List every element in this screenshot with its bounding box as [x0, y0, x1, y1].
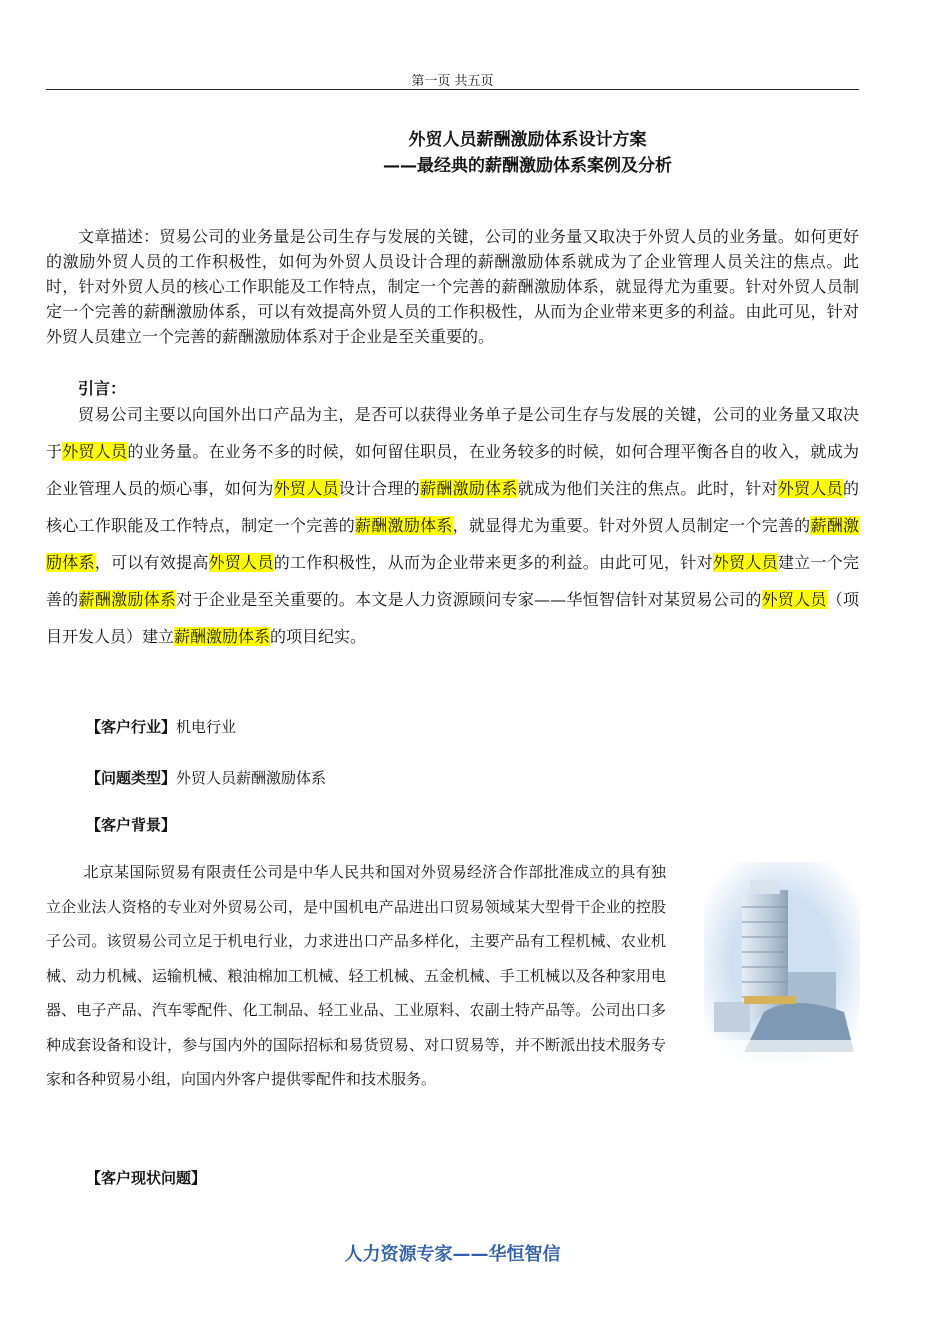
intro-text: 建立一个完善的 — [46, 553, 859, 609]
page-header: 第一页 共五页 — [411, 74, 494, 89]
industry-label: 【客户行业】 — [86, 718, 177, 736]
problem-type-label: 【问题类型】 — [86, 769, 177, 787]
intro-text: 对于企业是至关重要的。本文是人力资源顾问专家——华恒智信针对某贸易公司的 — [176, 590, 762, 609]
background-section — [86, 814, 176, 835]
intro-text: ，可以有效提高 — [94, 553, 209, 572]
highlight-term: 外贸人员 — [273, 479, 339, 498]
abstract-paragraph: 文章描述：贸易公司的业务量是公司生存与发展的关键，公司的业务量又取决于外贸人员的业务量。如何更好的激励外贸人员的工作积极性，如何为外贸人员设计合理的薪酬激励体系就成为了企业管理人员关注的焦点。此时，针对外贸人员的核心工作职能及工作特点，制定一个完善的薪酬激励体系，就显得尤为重要。针对外贸人员制定一个完善的薪酬激励体系，可以有效提高外贸人员的工作积极性，从而为企业带来更多的利益。由此可见，针对外贸人员建立一个完善的薪酬激励体系对于企业是至关重要的。 — [46, 227, 859, 346]
intro-text: 的项目纪实。 — [270, 627, 367, 646]
current-issues-label: 【客户现状问题】 — [86, 1169, 207, 1187]
highlight-term: 外贸人员 — [208, 553, 274, 572]
highlight-term: 外贸人员 — [761, 590, 827, 609]
highlight-term: 外贸人员 — [62, 442, 128, 461]
highlight-term: 外贸人员 — [712, 553, 778, 572]
highlight-term: 薪酬激励体系 — [78, 590, 177, 609]
background-label: 【客户背景】 — [86, 816, 177, 834]
highlight-term: 薪酬激励体系 — [174, 627, 271, 646]
background-paragraph: 北京某国际贸易有限责任公司是中华人民共和国对外贸易经济合作部批准成立的具有独立企业法人资格的专业对外贸易公司，是中国机电产品进出口贸易领域某大型骨干企业的控股子公司。该贸易公司立足于机电行业，力求进出口产品多样化，主要产品有工程机械、农业机械、动力机械、运输机械、粮油棉加工机械、轻工机械、五金机械、手工机械以及各种家用电器、电子产品、汽车零配件、化工制品、轻工业品、工业原料、农副土特产品等。公司出口多种成套设备和设计，参与国内外的国际招标和易货贸易、对口贸易等，并不断派出技术服务专家和各种贸易小组，向国内外客户提供零配件和技术服务。 — [46, 863, 666, 1088]
building-photo — [704, 862, 860, 1062]
highlight-term: 外贸人员 — [777, 479, 843, 498]
current-issues-section — [86, 1167, 206, 1188]
industry-value: 机电行业 — [176, 718, 237, 736]
footer-brand: 人力资源专家——华恒智信 — [344, 1244, 561, 1265]
intro-text: ，就显得尤为重要。针对外贸人员制定一个完善的 — [452, 516, 811, 535]
intro-text: （项目开发人员）建立 — [46, 590, 859, 646]
industry-section — [86, 716, 236, 737]
intro-text: 的核心工作职能及工作特点，制定一个完善的 — [46, 479, 859, 535]
intro-text: 贸易公司主要以向国外出口产品为主，是否可以获得业务单子是公司生存与发展的关键，公司的业务量又取决于 — [46, 405, 859, 461]
problem-type-section — [86, 767, 326, 788]
doc-title: 外贸人员薪酬激励体系设计方案 — [408, 130, 647, 150]
highlight-term: 薪酬激励体系 — [46, 516, 859, 572]
header-rule — [46, 89, 859, 90]
intro-text: 的工作积极性，从而为企业带来更多的利益。由此可见，针对 — [273, 553, 713, 572]
intro-paragraph — [46, 396, 859, 655]
intro-label: 引言： — [78, 379, 127, 398]
doc-subtitle: ——最经典的薪酬激励体系案例及分析 — [383, 156, 672, 176]
intro-text: 就成为他们关注的焦点。此时，针对 — [517, 479, 778, 498]
highlight-term: 薪酬激励体系 — [355, 516, 453, 535]
problem-type-value: 外贸人员薪酬激励体系 — [176, 769, 327, 787]
intro-text: 设计合理的 — [338, 479, 421, 498]
highlight-term: 薪酬激励体系 — [420, 479, 518, 498]
intro-text: 的业务量。在业务不多的时候，如何留住职员，在业务较多的时候，如何合理平衡各自的收入，就成为企业管理人员的烦心事，如何为 — [46, 442, 859, 498]
